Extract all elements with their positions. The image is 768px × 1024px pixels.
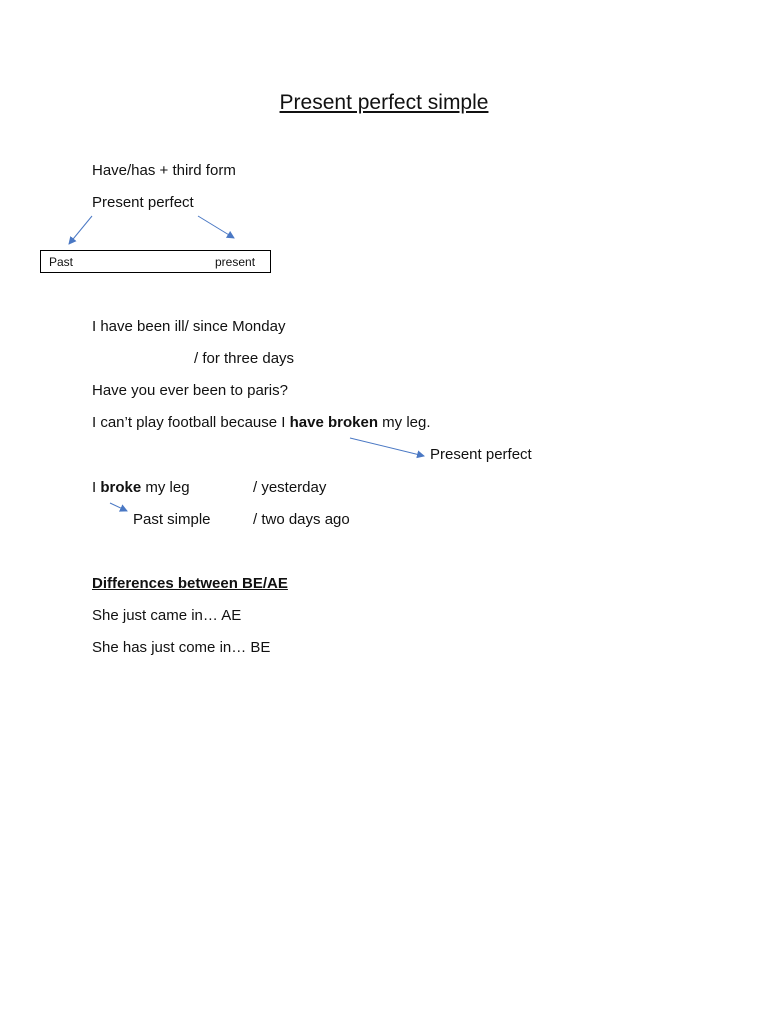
broke-line: [92, 479, 190, 497]
timeline-past-label: Past: [49, 255, 74, 269]
broke-bold: broke: [100, 479, 142, 496]
be-example-line: She has just come in… BE: [92, 639, 271, 656]
football-text-end: my leg.: [378, 414, 431, 431]
arrow-to-present-perfect-icon: [350, 438, 424, 456]
timeline-box: [40, 250, 271, 273]
yesterday-text: / yesterday: [253, 479, 327, 496]
broke-text-start: I: [92, 479, 101, 496]
broke-text-end: my leg: [141, 479, 190, 496]
for-three-days-line: / for three days: [194, 350, 295, 367]
timeline-present-label: present: [215, 255, 256, 269]
differences-heading: Differences between BE/AE: [92, 575, 288, 592]
arrow-to-past-simple-icon: [110, 503, 127, 511]
since-monday-line: I have been ill/ since Monday: [92, 318, 286, 335]
present-perfect-label: Present perfect: [92, 194, 194, 211]
past-simple-label: Past simple: [133, 511, 211, 528]
formula-line: Have/has + third form: [92, 162, 236, 179]
have-broken-bold: have broken: [289, 414, 378, 431]
two-days-ago-text: / two days ago: [253, 511, 350, 528]
arrow-to-past-icon: [69, 216, 92, 244]
arrow-to-present-icon: [198, 216, 234, 238]
ae-example-line: She just came in… AE: [92, 607, 242, 624]
page-title: Present perfect simple: [279, 91, 489, 114]
football-line: [92, 414, 431, 432]
ever-paris-line: Have you ever been to paris?: [92, 382, 288, 399]
present-perfect-label-2: Present perfect: [430, 446, 532, 463]
football-text-start: I can’t play football because I: [92, 414, 290, 431]
